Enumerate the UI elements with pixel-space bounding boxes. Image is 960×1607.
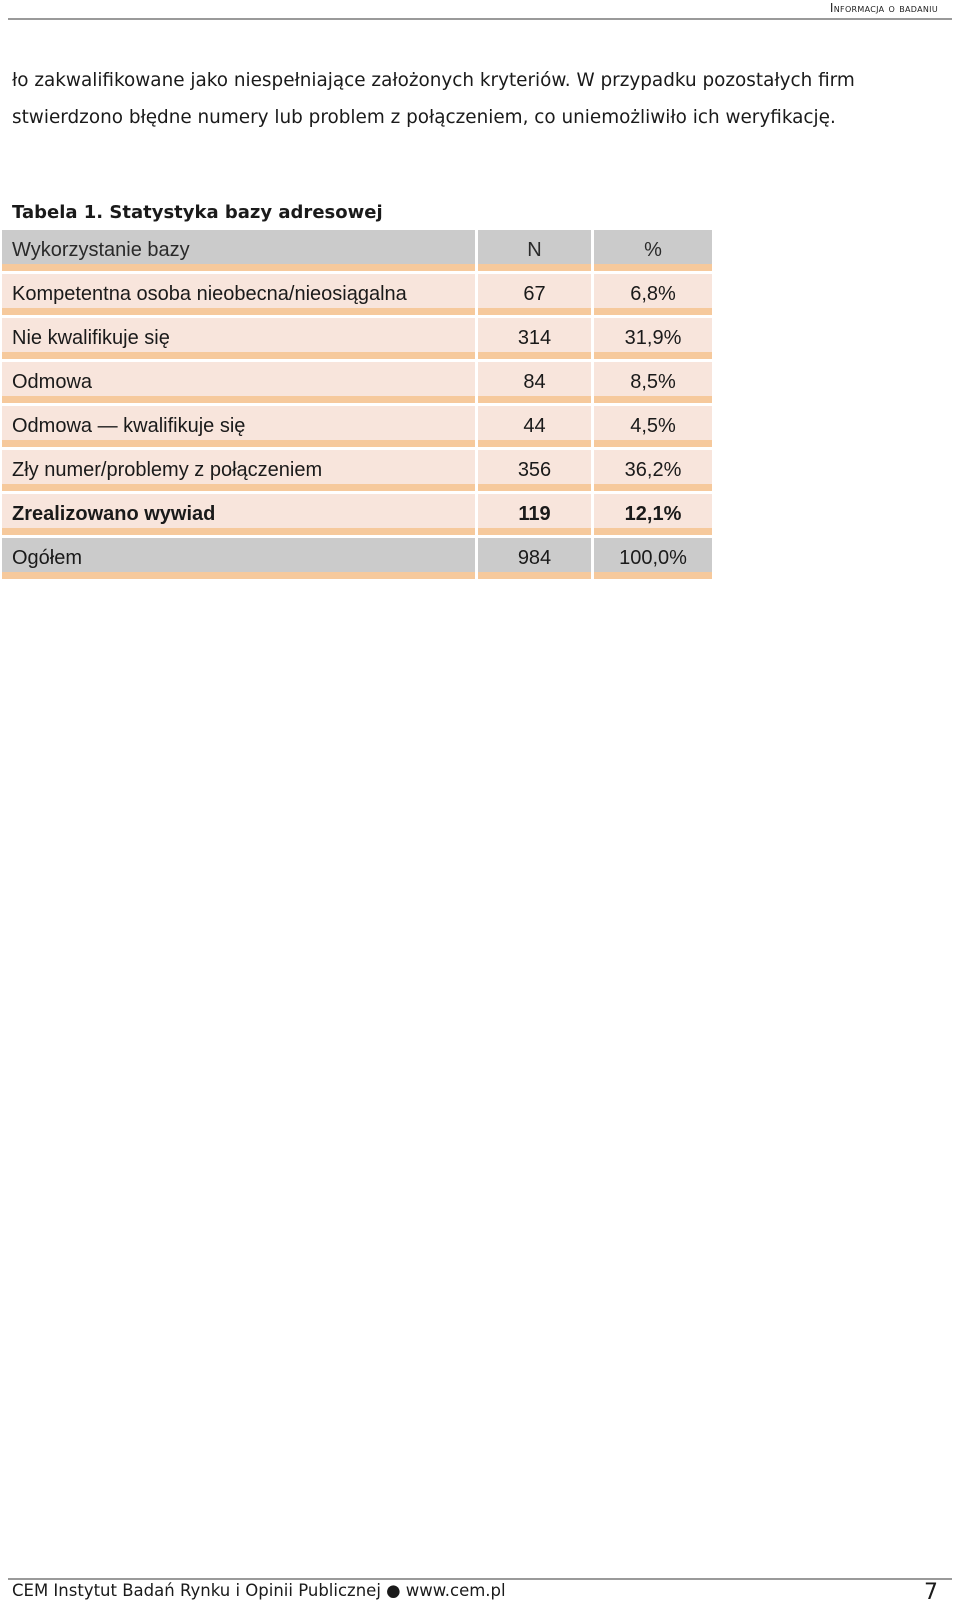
address-base-table	[2, 230, 712, 582]
row-percent: 6,8%	[594, 274, 712, 318]
column-header-percent: %	[594, 230, 712, 274]
footer-divider	[8, 1578, 952, 1580]
intro-paragraph: ło zakwalifikowane jako niespełniające założonych kryteriów. W przypadku pozostałych firm stwierdzono błędne numery lub problem z połączeniem, co uniemożliwiło ich weryfikację.	[12, 70, 855, 128]
row-count: 67	[478, 274, 594, 318]
table-row	[2, 406, 712, 450]
row-percent: 31,9%	[594, 318, 712, 362]
row-count: 314	[478, 318, 594, 362]
row-label: Zrealizowano wywiad	[2, 494, 478, 538]
table-row	[2, 318, 712, 362]
row-label: Nie kwalifikuje się	[2, 318, 478, 362]
table-total-row	[2, 538, 712, 582]
footer-publisher: CEM Instytut Badań Rynku i Opinii Publicznej ● www.cem.pl	[12, 1581, 506, 1600]
table-row	[2, 450, 712, 494]
row-percent: 36,2%	[594, 450, 712, 494]
row-label: Kompetentna osoba nieobecna/nieosiągalna	[2, 274, 478, 318]
total-percent: 100,0%	[594, 538, 712, 582]
total-label: Ogółem	[2, 538, 478, 582]
table-row	[2, 274, 712, 318]
row-label: Odmowa — kwalifikuje się	[2, 406, 478, 450]
table-header-row	[2, 230, 712, 274]
row-label: Zły numer/problemy z połączeniem	[2, 450, 478, 494]
column-header-usage: Wykorzystanie bazy	[2, 230, 478, 274]
running-header: Informacja o badaniu	[829, 1, 938, 15]
table-caption: Tabela 1. Statystyka bazy adresowej	[12, 202, 383, 223]
row-label: Odmowa	[2, 362, 478, 406]
row-count: 356	[478, 450, 594, 494]
row-percent: 8,5%	[594, 362, 712, 406]
row-percent: 4,5%	[594, 406, 712, 450]
table-row-highlight	[2, 494, 712, 538]
row-count: 84	[478, 362, 594, 406]
row-count: 119	[478, 494, 594, 538]
total-count: 984	[478, 538, 594, 582]
header-divider	[8, 18, 952, 20]
column-header-n: N	[478, 230, 594, 274]
table-row	[2, 362, 712, 406]
row-percent: 12,1%	[594, 494, 712, 538]
page-number: 7	[924, 1580, 938, 1605]
row-count: 44	[478, 406, 594, 450]
